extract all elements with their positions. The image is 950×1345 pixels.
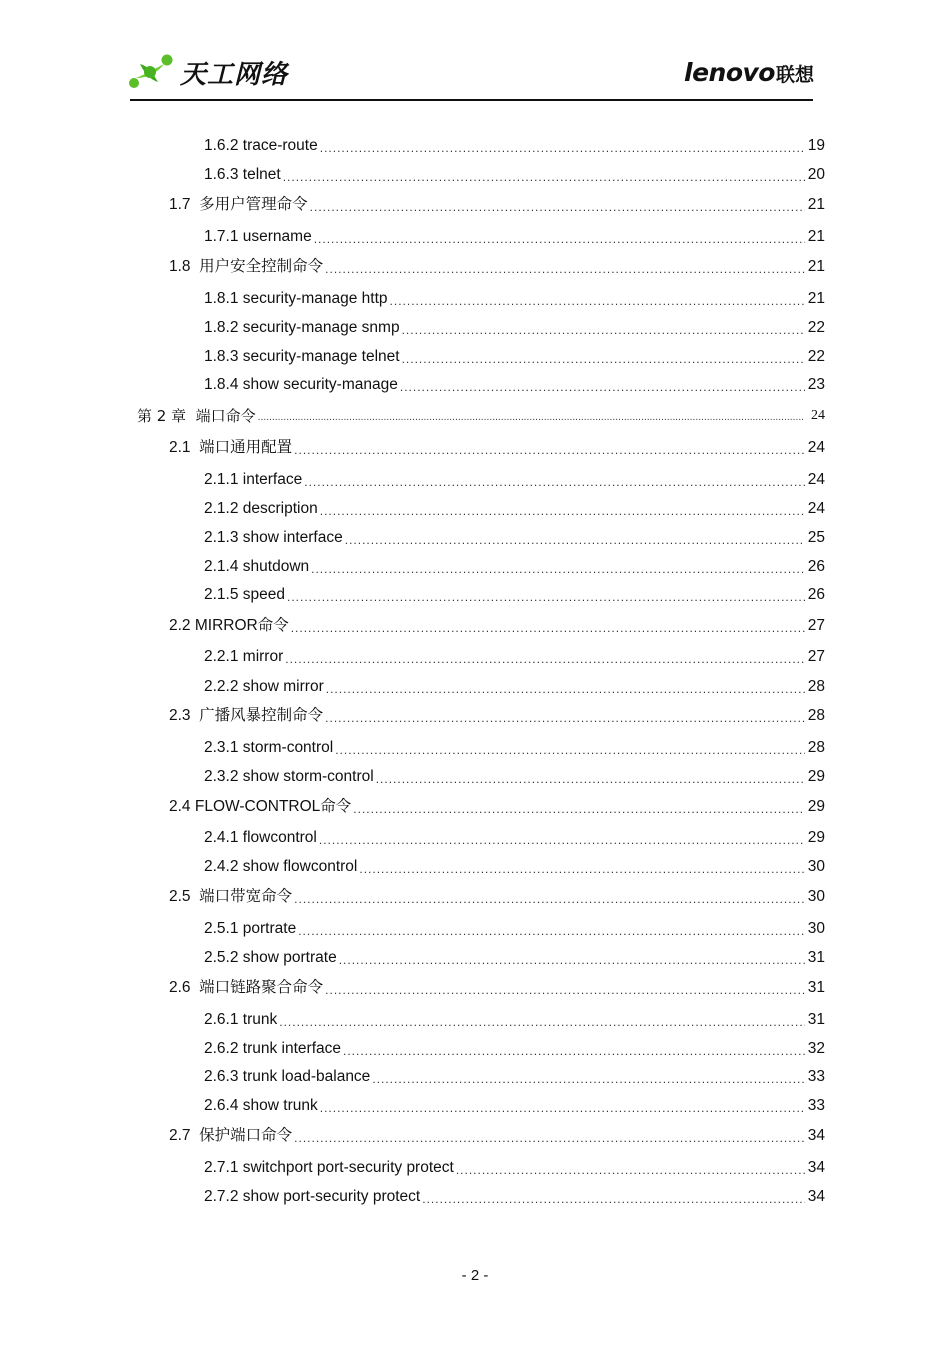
toc-entry-page: 30 [807, 920, 825, 937]
toc-entry-page: 29 [807, 829, 825, 846]
toc-entry-title: 2.6.4 show trunk [204, 1097, 318, 1114]
toc-dot-leader [287, 588, 805, 606]
toc-entry[interactable] [204, 1186, 825, 1208]
toc-dot-leader [304, 473, 805, 491]
toc-entry-title: 1.8 用户安全控制命令 [169, 258, 324, 275]
toc-entry-page: 31 [807, 1011, 825, 1028]
toc-entry-title: 2.7.1 switchport port-security protect [204, 1159, 454, 1176]
toc-entry[interactable] [204, 1038, 825, 1060]
toc-entry-page: 22 [807, 348, 825, 365]
toc-entry-page: 22 [807, 319, 825, 336]
toc-dot-leader [339, 951, 805, 969]
toc-entry[interactable] [204, 226, 825, 248]
toc-entry-title: 2.4.2 show flowcontrol [204, 858, 358, 875]
toc-dot-leader [422, 1190, 805, 1208]
toc-entry[interactable] [204, 1066, 825, 1088]
toc-dot-leader [310, 198, 805, 216]
toc-entry-title: 1.8.2 security-manage snmp [204, 319, 400, 336]
toc-entry[interactable] [169, 437, 825, 459]
toc-entry-page: 33 [807, 1068, 825, 1085]
toc-entry-page: 24 [807, 439, 825, 456]
toc-dot-leader [294, 1129, 805, 1147]
toc-entry[interactable] [204, 469, 825, 491]
toc-entry-title: 1.6.2 trace-route [204, 137, 318, 154]
toc-entry-page: 34 [807, 1159, 825, 1176]
toc-entry-page: 32 [807, 1040, 825, 1057]
toc-entry[interactable] [204, 317, 825, 339]
toc-entry[interactable] [204, 918, 825, 940]
toc-entry-page: 31 [807, 979, 825, 996]
toc-dot-leader [285, 650, 805, 668]
toc-dot-leader [376, 770, 805, 788]
toc-dot-leader [402, 321, 805, 339]
toc-entry[interactable] [204, 346, 825, 368]
toc-entry-page: 21 [807, 228, 825, 245]
toc-dot-leader [294, 441, 805, 459]
toc-entry-title: 2.6.2 trunk interface [204, 1040, 341, 1057]
toc-entry-page: 19 [807, 137, 825, 154]
toc-entry-page: 30 [807, 888, 825, 905]
toc-dot-leader [283, 168, 805, 186]
toc-entry-page: 29 [807, 768, 825, 785]
toc-entry-page: 24 [811, 408, 825, 423]
toc-entry[interactable] [204, 164, 825, 186]
toc-dot-leader [279, 1013, 805, 1031]
toc-entry-title: 2.1 端口通用配置 [169, 439, 293, 456]
toc-dot-leader [456, 1161, 805, 1179]
toc-dot-leader [390, 292, 805, 310]
toc-entry-title: 2.3 广播风暴控制命令 [169, 707, 324, 724]
toc-entry-page: 31 [807, 949, 825, 966]
toc-entry-title: 2.7.2 show port-security protect [204, 1188, 421, 1205]
toc-dot-leader [372, 1070, 805, 1088]
toc-entry[interactable] [204, 374, 825, 396]
toc-entry[interactable] [169, 1125, 825, 1147]
toc-entry-title: 1.7 多用户管理命令 [169, 196, 308, 213]
toc-entry[interactable] [204, 135, 825, 157]
toc-entry-page: 28 [807, 678, 825, 695]
toc-entry-title: 2.1.3 show interface [204, 529, 343, 546]
toc-dot-leader [311, 560, 805, 578]
toc-dot-leader [359, 860, 805, 878]
toc-dot-leader [314, 230, 805, 248]
toc-entry[interactable] [204, 288, 825, 310]
toc-dot-leader [325, 981, 805, 999]
toc-dot-leader [258, 409, 805, 427]
toc-entry[interactable] [169, 615, 825, 637]
toc-entry-page: 25 [807, 529, 825, 546]
toc-entry[interactable] [169, 977, 825, 999]
toc-dot-leader [400, 378, 805, 396]
toc-entry-page: 33 [807, 1097, 825, 1114]
toc-entry-title: 2.5 端口带宽命令 [169, 888, 293, 905]
toc-entry[interactable] [204, 676, 825, 698]
toc-entry-title: 2.4 FLOW-CONTROL命令 [169, 798, 352, 815]
toc-dot-leader [343, 1042, 805, 1060]
toc-entry-page: 24 [807, 471, 825, 488]
toc-entry-page: 34 [807, 1127, 825, 1144]
toc-entry[interactable] [169, 256, 825, 278]
toc-entry-title: 2.4.1 flowcontrol [204, 829, 317, 846]
toc-entry-page: 27 [807, 617, 825, 634]
toc-entry[interactable] [204, 1157, 825, 1179]
toc-dot-leader [402, 350, 805, 368]
toc-entry-title: 1.8.4 show security-manage [204, 376, 398, 393]
toc-entry-title: 2.6 端口链路聚合命令 [169, 979, 324, 996]
toc-entry[interactable] [204, 498, 825, 520]
toc-entry-title: 1.8.3 security-manage telnet [204, 348, 400, 365]
toc-dot-leader [335, 741, 805, 759]
toc-entry-page: 28 [807, 739, 825, 756]
toc-entry-page: 23 [807, 376, 825, 393]
toc-dot-leader [325, 260, 805, 278]
toc-entry-title: 2.2.2 show mirror [204, 678, 324, 695]
toc-entry-title: 第 2 章 端口命令 [137, 407, 256, 425]
toc-entry-page: 26 [807, 586, 825, 603]
toc-dot-leader [320, 139, 805, 157]
toc-entry[interactable] [204, 527, 825, 549]
toc-entry[interactable] [169, 194, 825, 216]
toc-entry-title: 1.7.1 username [204, 228, 312, 245]
tiangong-brand-text: 天工网络 [180, 59, 289, 90]
toc-entry[interactable] [204, 827, 825, 849]
toc-entry-page: 29 [807, 798, 825, 815]
toc-entry-title: 2.1.5 speed [204, 586, 286, 603]
toc-entry-title: 2.2.1 mirror [204, 648, 284, 665]
toc-dot-leader [325, 709, 805, 727]
toc-entry[interactable] [204, 737, 825, 759]
toc-entry[interactable] [169, 886, 825, 908]
toc-entry[interactable] [204, 856, 825, 878]
toc-entry-title: 2.1.2 description [204, 500, 318, 517]
toc-entry[interactable] [204, 947, 825, 969]
toc-entry-page: 24 [807, 500, 825, 517]
toc-entry[interactable] [204, 1095, 825, 1117]
toc-dot-leader [291, 619, 805, 637]
toc-entry-title: 2.6.1 trunk [204, 1011, 278, 1028]
toc-entry[interactable] [204, 556, 825, 578]
toc-entry[interactable] [204, 766, 825, 788]
toc-entry-title: 2.2 MIRROR命令 [169, 617, 289, 634]
lenovo-brand-cjk: 联想 [775, 64, 814, 86]
toc-entry-title: 2.1.4 shutdown [204, 558, 310, 575]
toc-entry-page: 30 [807, 858, 825, 875]
toc-dot-leader [320, 1099, 805, 1117]
toc-entry-title: 2.6.3 trunk load-balance [204, 1068, 371, 1085]
toc-dot-leader [320, 502, 805, 520]
toc-dot-leader [298, 922, 805, 940]
toc-dot-leader [345, 531, 805, 549]
toc-entry[interactable] [204, 646, 825, 668]
toc-entry-title: 2.5.1 portrate [204, 920, 297, 937]
toc-entry-page: 20 [807, 166, 825, 183]
toc-entry[interactable] [137, 405, 825, 427]
page-number: - 2 - [461, 1267, 489, 1284]
toc-entry-title: 2.3.2 show storm-control [204, 768, 374, 785]
toc-dot-leader [326, 680, 805, 698]
toc-entry[interactable] [204, 584, 825, 606]
toc-entry[interactable] [204, 1009, 825, 1031]
toc-entry-title: 2.1.1 interface [204, 471, 303, 488]
toc-entry-page: 26 [807, 558, 825, 575]
toc-entry-title: 2.5.2 show portrate [204, 949, 337, 966]
toc-entry-page: 34 [807, 1188, 825, 1205]
toc-entry-title: 1.6.3 telnet [204, 166, 281, 183]
toc-entry-page: 21 [807, 196, 825, 213]
toc-dot-leader [353, 800, 805, 818]
toc-dot-leader [294, 890, 805, 908]
toc-entry[interactable] [169, 796, 825, 818]
toc-entry-page: 21 [807, 258, 825, 275]
toc-entry-page: 27 [807, 648, 825, 665]
lenovo-brand-text: lenovo [684, 58, 775, 87]
toc-dot-leader [319, 831, 805, 849]
toc-entry-title: 2.7 保护端口命令 [169, 1127, 293, 1144]
toc-entry-title: 2.3.1 storm-control [204, 739, 334, 756]
toc-entry-title: 1.8.1 security-manage http [204, 290, 388, 307]
toc-entry[interactable] [169, 705, 825, 727]
toc-entry-page: 21 [807, 290, 825, 307]
toc-entry-page: 28 [807, 707, 825, 724]
